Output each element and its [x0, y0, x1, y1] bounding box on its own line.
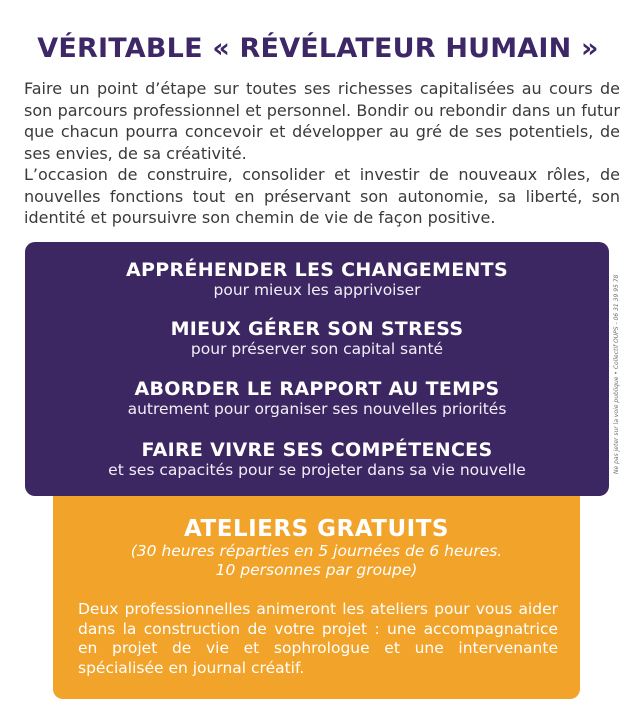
ateliers-details-line-1: (30 heures réparties en 5 journées de 6 heures.: [130, 542, 503, 560]
side-legal-note-text: Ne pas jeter sur la voie publique • Collectif OUPS - 06 31 39 95 78: [613, 274, 620, 474]
intro-paragraph-1: Faire un point d’étape sur toutes ses richesses capitalisées au cours de son parcours professionnel et personnel. Bondir ou rebondir dans un futur que chacun pourra concevoir et développer au gré de ses potentiels, de ses envies, de sa créativité.: [24, 79, 620, 163]
side-legal-note: [613, 254, 625, 474]
page-title: VÉRITABLE « RÉVÉLATEUR HUMAIN »: [37, 33, 599, 64]
theme-subtitle: et ses capacités pour se projeter dans sa vie nouvelle: [108, 461, 526, 479]
theme-title: MIEUX GÉRER SON STRESS: [170, 318, 464, 340]
theme-competences: [25, 439, 609, 480]
theme-subtitle: pour mieux les apprivoiser: [213, 281, 421, 299]
intro-paragraph-2: L’occasion de construire, consolider et investir de nouveaux rôles, de nouvelles fonctions tout en préservant son autonomie, sa liberté, son identité et poursuivre son chemin de vie de façon positive.: [24, 165, 620, 227]
theme-title: FAIRE VIVRE SES COMPÉTENCES: [141, 439, 493, 461]
themes-panel: [25, 242, 609, 496]
theme-subtitle: autrement pour organiser ses nouvelles priorités: [127, 400, 507, 418]
ateliers-description: Deux professionnelles animeront les ateliers pour vous aider dans la construction de votre projet : une accompagnatrice en projet de vie et sophrologue et une intervenante spécialisée en journal créatif.: [78, 600, 558, 677]
theme-subtitle: pour préserver son capital santé: [190, 340, 444, 358]
theme-temps: [25, 378, 609, 419]
ateliers-title: ATELIERS GRATUITS: [184, 516, 449, 542]
intro-text: [24, 78, 620, 229]
theme-changements: [25, 259, 609, 300]
theme-title: APPRÉHENDER LES CHANGEMENTS: [126, 259, 508, 281]
ateliers-details: [53, 542, 580, 580]
theme-title: ABORDER LE RAPPORT AU TEMPS: [134, 378, 500, 400]
ateliers-details-line-2: 10 personnes par groupe): [215, 561, 418, 579]
theme-stress: [25, 318, 609, 359]
ateliers-panel: [53, 496, 580, 699]
